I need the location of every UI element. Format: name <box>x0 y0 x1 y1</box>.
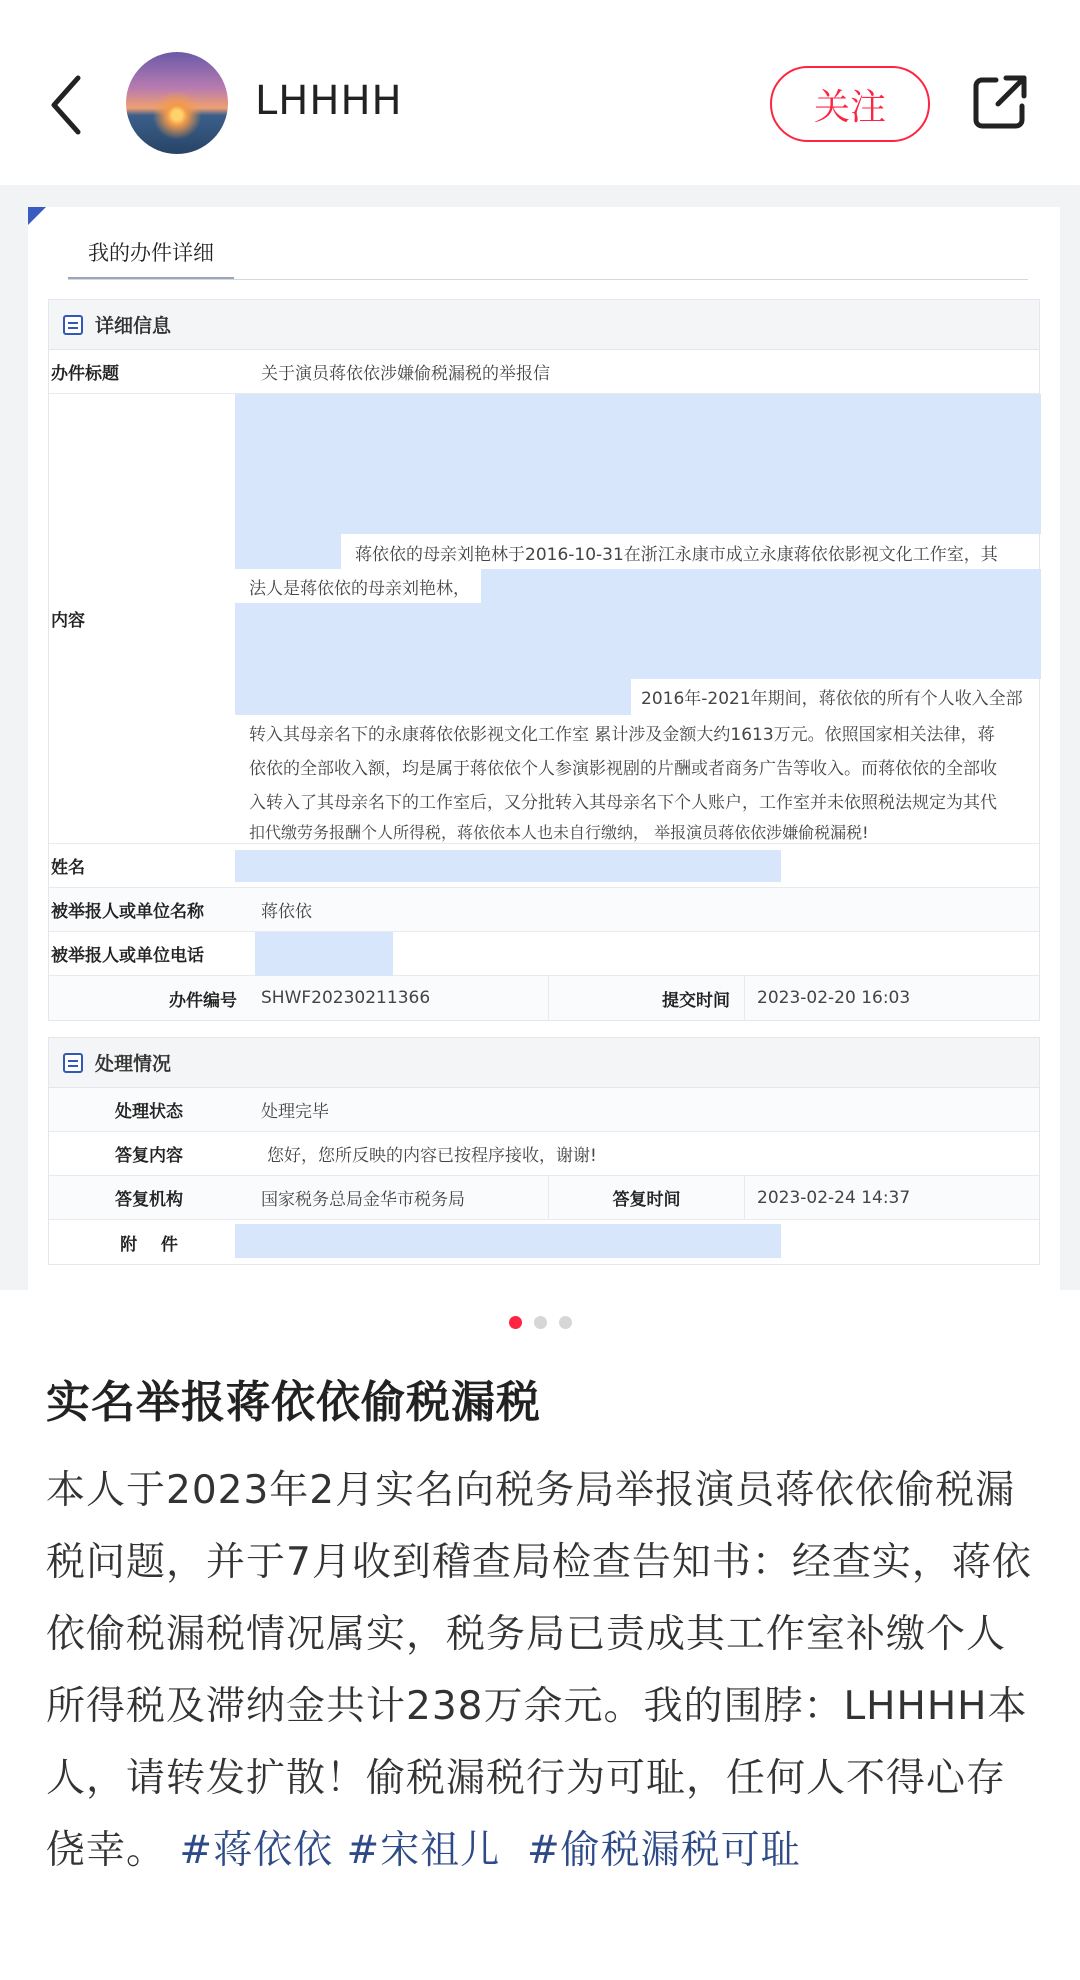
carousel-indicator <box>0 1316 1080 1329</box>
detail-section-title: 详细信息 <box>95 315 172 337</box>
attachment-row <box>49 1220 1039 1264</box>
follow-button[interactable]: 关注 <box>770 66 930 142</box>
content-line: 依依的全部收入额，均是属于蒋依依个人参演影视剧的片酬或者商务广告等收入。而蒋依依的全部收 <box>249 759 997 779</box>
content-line: 转入其母亲名下的永康蒋依依影视文化工作室 累计涉及金额大约1613万元。依照国家相关法律，蒋 <box>249 725 995 745</box>
corner-mark <box>28 207 46 225</box>
attachment-label: 附 件 <box>120 1234 178 1255</box>
process-section-title: 处理情况 <box>95 1053 172 1075</box>
document-sheet <box>28 207 1060 1290</box>
tab-my-case-detail: 我的办件详细 <box>68 237 234 280</box>
document-list-icon <box>63 315 83 335</box>
post-body <box>46 1455 1036 1887</box>
content-value <box>249 394 1039 844</box>
title-label: 办件标题 <box>51 364 119 384</box>
case-row <box>49 976 1039 1020</box>
submit-time-label: 提交时间 <box>549 976 745 1020</box>
case-no-value: SHWF20230211366 <box>249 976 549 1020</box>
submit-time-value: 2023-02-20 16:03 <box>757 988 911 1008</box>
process-section <box>48 1037 1040 1265</box>
process-section-header <box>49 1038 1039 1088</box>
hashtag-link[interactable]: #宋祖儿 <box>346 1828 501 1873</box>
share-icon[interactable] <box>970 72 1030 132</box>
content-row <box>49 394 1039 844</box>
status-row <box>49 1088 1039 1132</box>
redacted-block <box>235 534 341 569</box>
reported-value: 蒋依依 <box>261 902 312 922</box>
org-label: 答复机构 <box>115 1190 183 1210</box>
content-line: 蒋依依的母亲刘艳林于2016-10-31在浙江永康市成立永康蒋依依影视文化工作室，其 <box>355 545 998 565</box>
detail-section <box>48 299 1040 1021</box>
divider <box>68 279 1028 280</box>
reply-value: 您好，您所反映的内容已按程序接收，谢谢! <box>267 1146 597 1166</box>
hashtag-link[interactable]: #偷税漏税可耻 <box>527 1828 801 1873</box>
content-line: 法人是蒋依依的母亲刘艳林， <box>249 579 470 599</box>
redacted-attachment <box>235 1224 781 1258</box>
avatar[interactable] <box>126 52 228 154</box>
title-row <box>49 350 1039 394</box>
content-line: 2016年-2021年期间，蒋依依的所有个人收入全部 <box>641 689 1023 709</box>
post-image[interactable] <box>0 185 1080 1290</box>
redacted-block <box>235 679 631 715</box>
reply-time-label: 答复时间 <box>549 1176 745 1219</box>
post-title: 实名举报蒋依依偷税漏税 <box>46 1377 541 1428</box>
reported-row <box>49 888 1039 932</box>
case-no-label: 办件编号 <box>169 990 237 1011</box>
post-text: 本人于2023年2月实名向税务局举报演员蒋依依偷税漏税问题，并于7月收到稽查局检查告知书：经查实，蒋依依偷税漏税情况属实，税务局已责成其工作室补缴个人所得税及滞纳金共计238万余元。我的围脖：LHHHH本人，请转发扩散！偷税漏税行为可耻，任何人不得心存侥幸。 <box>46 1468 1032 1873</box>
carousel-dot-active[interactable] <box>509 1316 522 1329</box>
phone-row <box>49 932 1039 976</box>
hashtag-link[interactable]: #蒋依依 <box>179 1828 334 1873</box>
status-value: 处理完毕 <box>261 1102 329 1122</box>
content-label: 内容 <box>51 611 85 631</box>
org-row <box>49 1176 1039 1220</box>
redacted-block <box>481 569 1041 603</box>
redacted-block <box>235 603 1041 679</box>
redacted-phone <box>255 932 393 976</box>
document-list-icon <box>63 1053 83 1073</box>
redacted-name <box>235 850 781 882</box>
back-icon[interactable] <box>44 70 94 140</box>
reply-row <box>49 1132 1039 1176</box>
reported-label: 被举报人或单位名称 <box>51 902 204 922</box>
name-label: 姓名 <box>51 858 85 878</box>
reply-time-value: 2023-02-24 14:37 <box>757 1187 911 1208</box>
name-row <box>49 844 1039 888</box>
content-line: 入转入了其母亲名下的工作室后，又分批转入其母亲名下个人账户，工作室并未依照税法规定为其代 <box>249 793 997 813</box>
status-label: 处理状态 <box>115 1102 183 1122</box>
reply-label: 答复内容 <box>115 1146 183 1166</box>
redacted-block <box>235 394 1041 534</box>
title-value: 关于演员蒋依依涉嫌偷税漏税的举报信 <box>261 364 550 384</box>
content-line: 扣代缴劳务报酬个人所得税，蒋依依本人也未自行缴纳， 举报演员蒋依依涉嫌偷税漏税! <box>249 823 869 842</box>
username[interactable]: LHHHH <box>255 78 403 124</box>
carousel-dot[interactable] <box>534 1316 547 1329</box>
top-bar <box>0 0 1080 185</box>
phone-label: 被举报人或单位电话 <box>51 946 204 966</box>
detail-section-header <box>49 300 1039 350</box>
org-value: 国家税务总局金华市税务局 <box>249 1176 549 1219</box>
carousel-dot[interactable] <box>559 1316 572 1329</box>
